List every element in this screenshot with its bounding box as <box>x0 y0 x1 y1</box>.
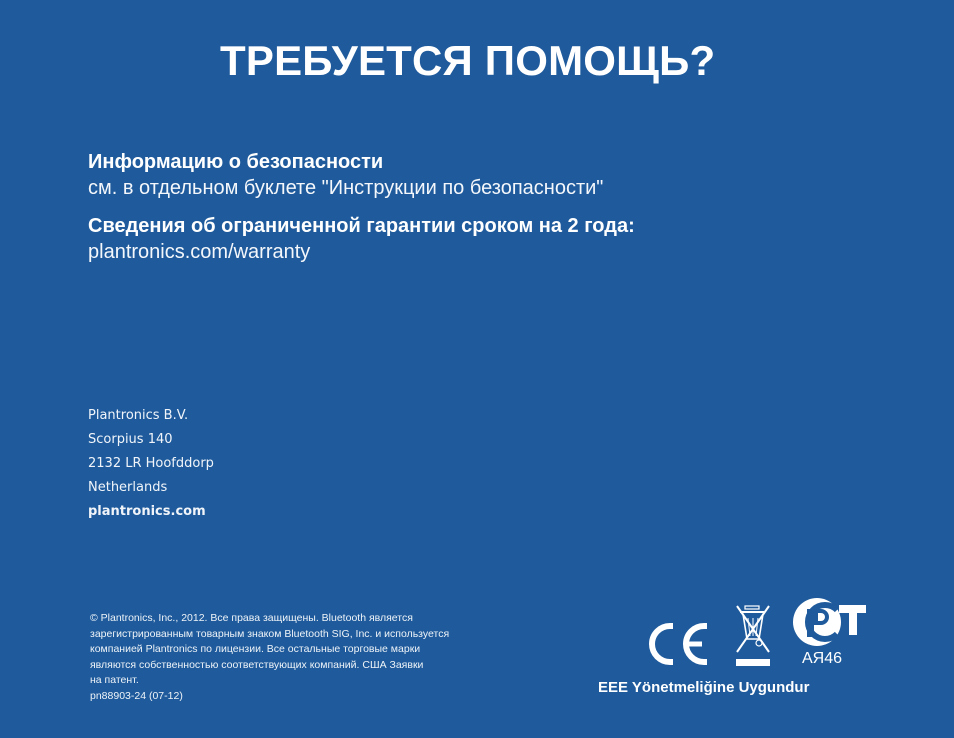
legal-line-1: © Plantronics, Inc., 2012. Все права защищены. Bluetooth является <box>90 612 413 624</box>
company-address <box>88 404 214 524</box>
warranty-heading: Сведения об ограниченной гарантии сроком на 2 года: <box>88 215 635 237</box>
country: Netherlands <box>88 480 168 495</box>
legal-notice <box>90 611 510 705</box>
legal-line-5: на патент. <box>90 674 139 687</box>
pct-certification-icon <box>791 596 867 648</box>
ce-mark-icon <box>648 622 708 666</box>
safety-heading: Информацию о безопасности <box>88 151 384 173</box>
postal-city: 2132 LR Hoofddorp <box>88 456 214 471</box>
website-link[interactable]: plantronics.com <box>88 504 206 519</box>
pct-code: АЯ46 <box>802 650 843 667</box>
crossed-out-bin-icon <box>734 604 772 668</box>
page-title: ТРЕБУЕТСЯ ПОМОЩЬ? <box>220 37 716 84</box>
legal-line-2: зарегистрированным товарным знаком Bluetooth SIG, Inc. и используется <box>90 627 450 640</box>
part-number: pn88903-24 (07-12) <box>90 689 183 702</box>
company-name: Plantronics B.V. <box>88 408 189 423</box>
safety-text: см. в отдельном буклете "Инструкции по безопасности" <box>88 177 604 199</box>
warranty-link[interactable]: plantronics.com/warranty <box>88 241 311 263</box>
legal-line-3: компанией Plantronics по лицензии. Все остальные торговые марки <box>90 643 421 656</box>
street-address: Scorpius 140 <box>88 432 173 447</box>
help-info <box>88 150 868 264</box>
safety-info <box>88 150 868 200</box>
certification-marks <box>598 596 870 708</box>
legal-line-4: являются собственностью соответствующих компаний. США Заявки <box>90 658 424 671</box>
warranty-info <box>88 214 868 264</box>
eee-compliance: EEE Yönetmeliğine Uygundur <box>598 679 810 696</box>
